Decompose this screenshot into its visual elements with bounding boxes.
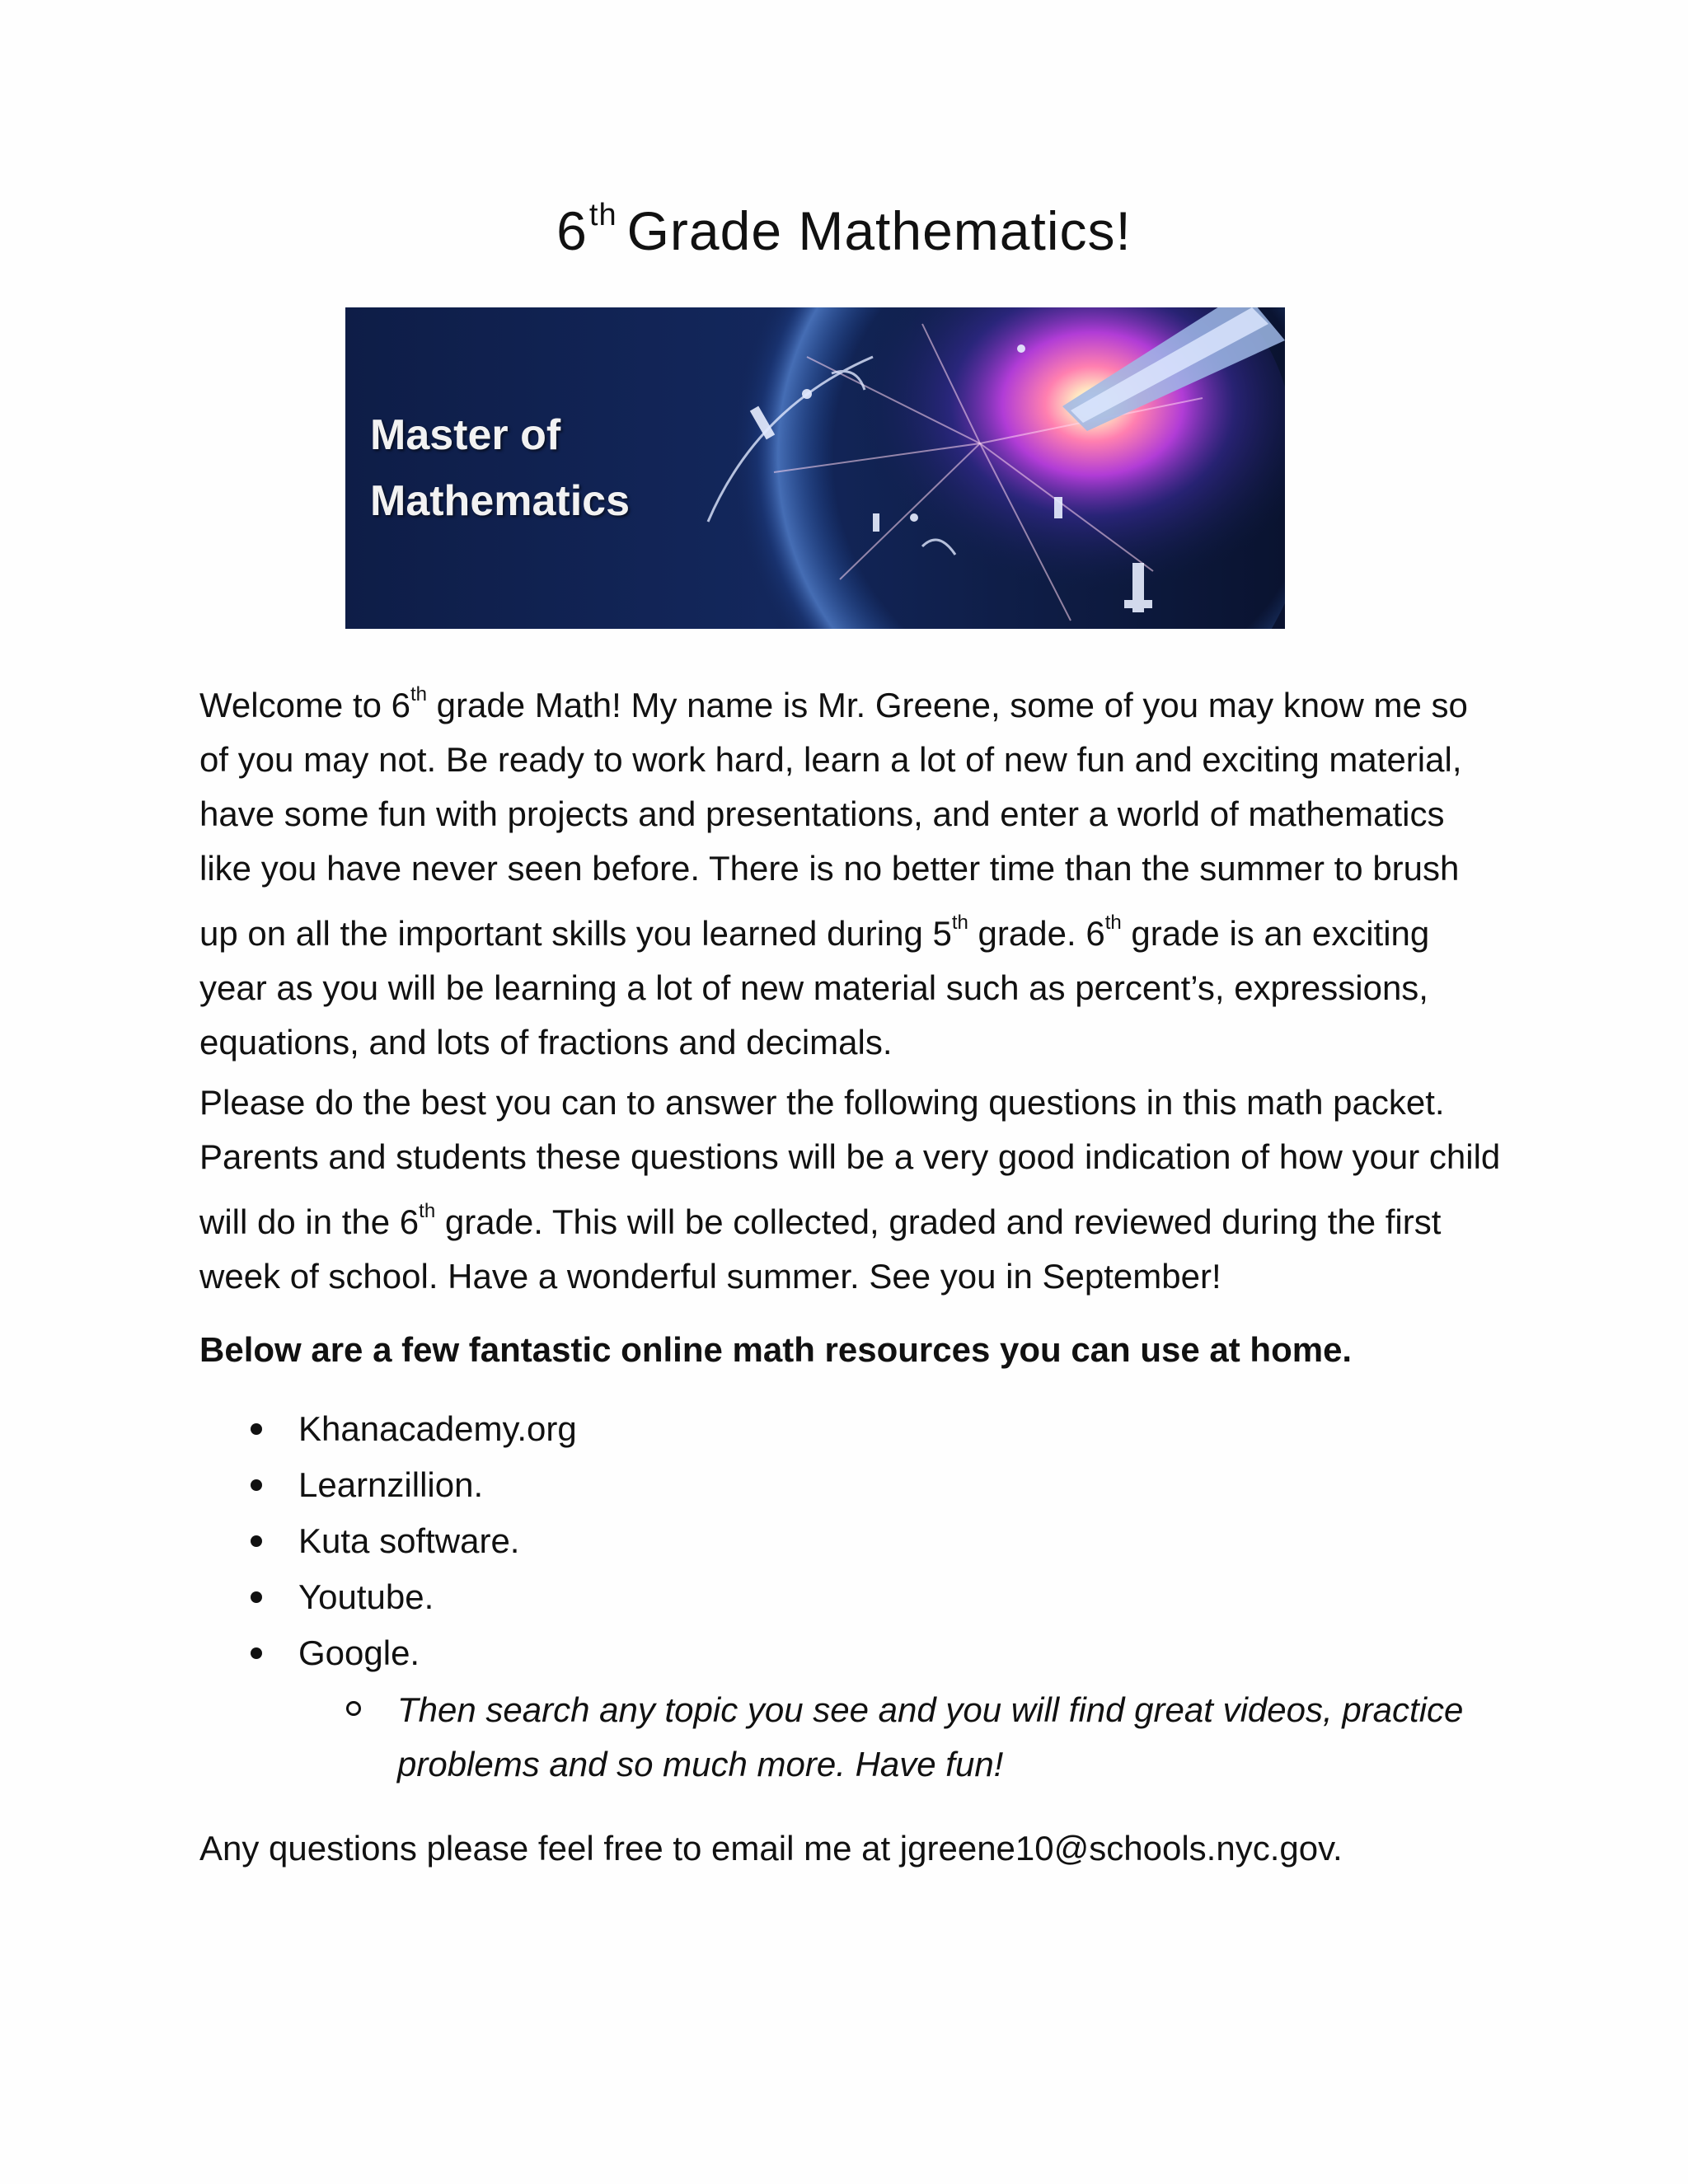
welcome-text-a: Welcome to 6 bbox=[199, 686, 410, 724]
closing-paragraph: Any questions please feel free to email me at jgreene10@schools.nyc.gov. bbox=[199, 1829, 1343, 1868]
instructions-sup-a: th bbox=[419, 1200, 436, 1222]
welcome-text-d: grade is an exciting year as you will be learning a lot of new material such as percent’s, expressions, equations, and lots of fractions and decimals. bbox=[199, 914, 1430, 1062]
instructions-paragraph bbox=[199, 1076, 1502, 1304]
hollow-bullet-icon bbox=[346, 1701, 361, 1716]
resources-heading: Below are a few fantastic online math resources you can use at home. bbox=[199, 1330, 1353, 1369]
master-of-mathematics-banner bbox=[345, 307, 1285, 629]
bullet-icon bbox=[251, 1535, 262, 1547]
welcome-text-c: grade. 6 bbox=[968, 914, 1105, 953]
resource-learnzillion: Learnzillion. bbox=[298, 1465, 484, 1504]
bullet-icon bbox=[251, 1647, 262, 1659]
bullet-icon bbox=[251, 1479, 262, 1491]
resource-google: Google. bbox=[298, 1633, 420, 1672]
list-item bbox=[199, 1401, 1502, 1457]
welcome-sup-c: th bbox=[1104, 912, 1122, 934]
instructions-text-a: Please do the best you can to answer the following questions in this math packet. Parents and students these questions will be a very good indication of how your child will do in the 6 bbox=[199, 1083, 1501, 1241]
title-number: 6 bbox=[556, 200, 588, 261]
instructions-text-b: grade. This will be collected, graded and reviewed during the first week of school. Have a wonderful summer. See you in September! bbox=[199, 1202, 1442, 1296]
resources-list bbox=[199, 1401, 1502, 1681]
list-item bbox=[199, 1625, 1502, 1681]
bullet-icon bbox=[251, 1591, 262, 1603]
google-subitem bbox=[346, 1683, 1551, 1792]
welcome-paragraph bbox=[199, 668, 1502, 1070]
list-item bbox=[199, 1457, 1502, 1513]
welcome-text-b: grade Math! My name is Mr. Greene, some of you may know me so of you may not. Be ready to work hard, learn a lot of new fun and exciting material, have some fun with projects and presentations, and enter a world of mathematics like you have never seen before. There is no better time than the summer to brush up on all the important skills you learned during 5 bbox=[199, 686, 1468, 953]
welcome-sup-b: th bbox=[951, 912, 968, 934]
resource-youtube: Youtube. bbox=[298, 1577, 434, 1616]
google-subitem-text: Then search any topic you see and you will find great videos, practice problems and so much more. Have fun! bbox=[397, 1690, 1464, 1783]
resource-khanacademy: Khanacademy.org bbox=[298, 1409, 577, 1448]
title-superscript: th bbox=[588, 198, 617, 232]
banner-line-2: Mathematics bbox=[370, 477, 630, 525]
welcome-sup-a: th bbox=[410, 683, 428, 705]
list-item bbox=[199, 1569, 1502, 1625]
resource-kuta-software: Kuta software. bbox=[298, 1521, 520, 1560]
bullet-icon bbox=[251, 1423, 262, 1435]
title-text: Grade Mathematics! bbox=[626, 200, 1132, 261]
banner-caption bbox=[370, 402, 630, 534]
banner-line-1: Master of bbox=[370, 411, 561, 459]
page-title bbox=[0, 198, 1688, 262]
list-item bbox=[199, 1513, 1502, 1569]
